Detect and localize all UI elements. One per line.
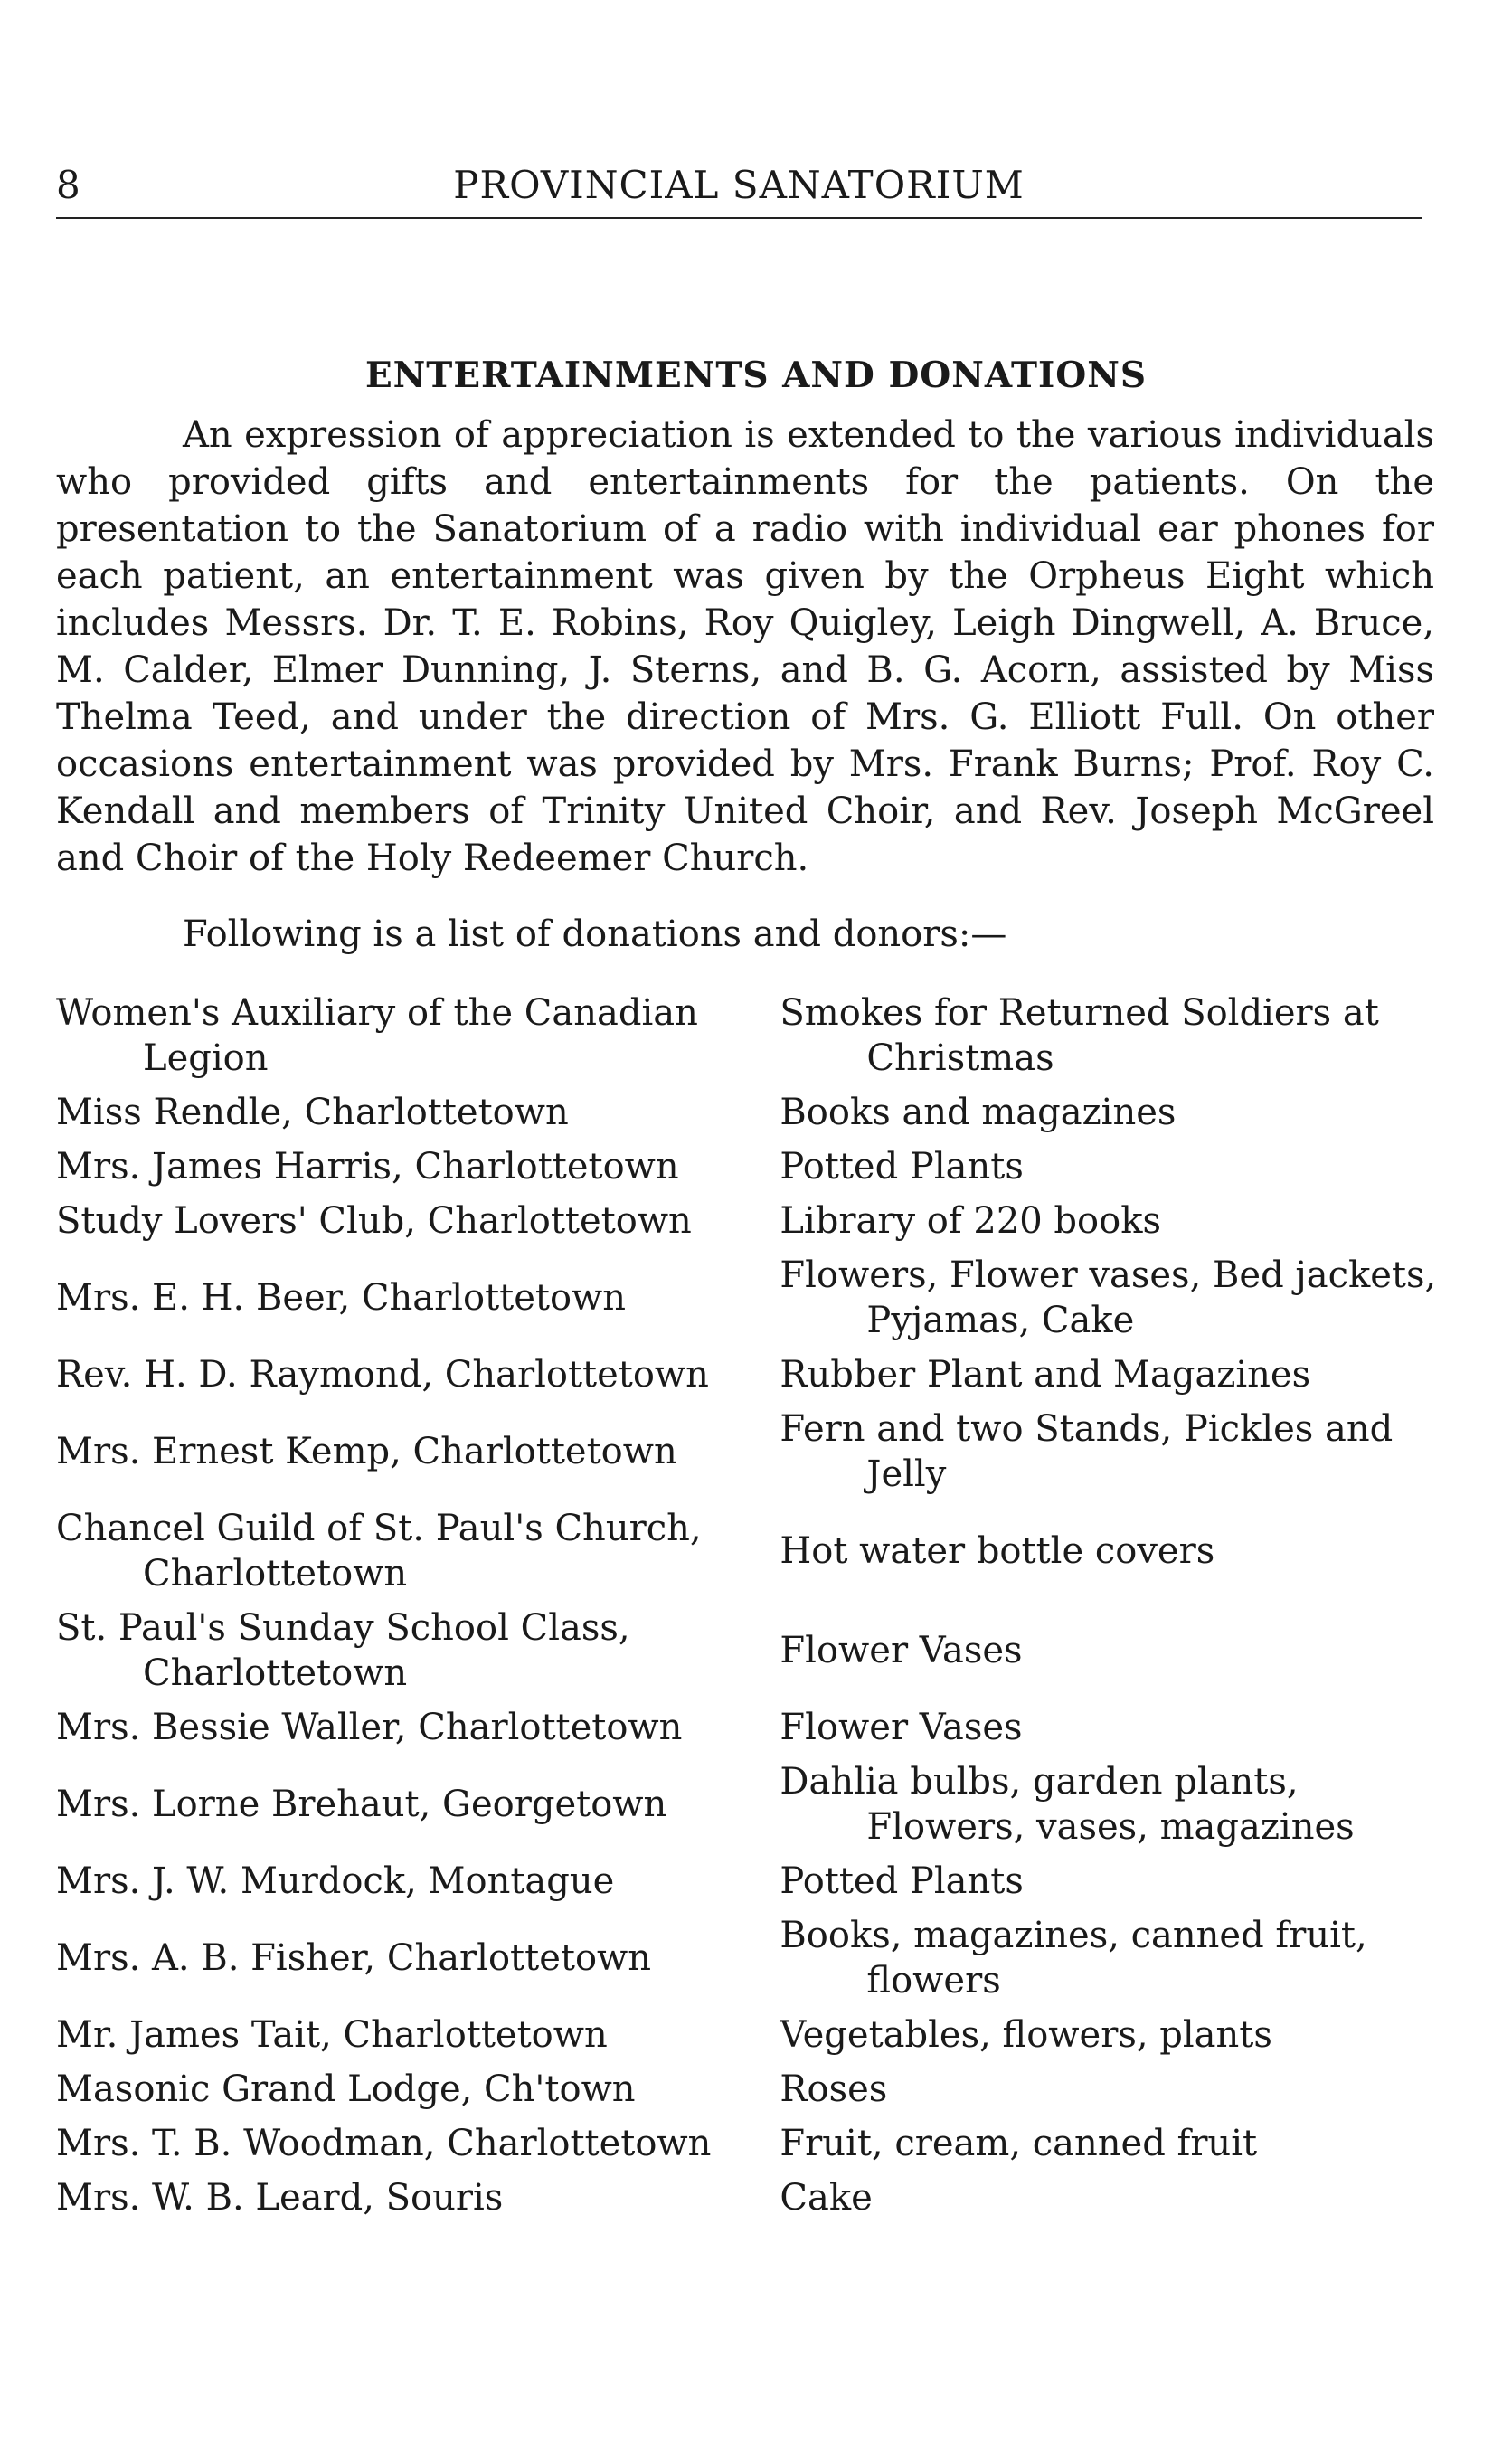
intro-paragraph: An expression of appreciation is extended to the various individuals who provided gifts and entertainments for the patients. On the presentation to the Sanatorium of a radio with individual ear phones for each patient, an entertainment was given by the Orpheus Eight which includes Messrs. Dr. T. E. Robins, Roy Quigley, Leigh Dingwell, A. Bruce, M. Calder, Elmer Dunning, J. Sterns, and B. G. Acorn, assisted by Miss Thelma Teed, and under the direction of Mrs. G. Elliott Full. On other occasions entertainment was provided by Mrs. Frank Burns; Prof. Roy C. Kendall and members of Trinity United Choir, and Rev. Joseph McGreel and Choir of the Holy Redeemer Church. [56,414,1434,879]
donation-row [56,1402,1449,1501]
donation-row [56,1140,1449,1194]
donor-name: St. Paul's Sunday School Class, Charlottetown [56,1607,630,1694]
donation-item: Dahlia bulbs, garden plants, Flowers, vases, magazines [780,1761,1355,1848]
donation-item: Cake [780,2177,873,2219]
donor-name: Mrs. J. W. Murdock, Montague [56,1860,615,1902]
donation-row [56,1194,1449,1248]
donation-row [56,1601,1449,1700]
donor-name: Mrs. Bessie Waller, Charlottetown [56,1707,683,1748]
donor-name: Mrs. E. H. Beer, Charlottetown [56,1277,627,1319]
donor-name: Mrs. W. B. Leard, Souris [56,2177,504,2219]
donation-row [56,2062,1449,2116]
donation-item: Potted Plants [780,1146,1024,1188]
donor-name: Mr. James Tait, Charlottetown [56,2014,608,2056]
donation-row [56,2171,1449,2225]
list-lead: Following is a list of donations and donors:— [183,913,1007,955]
donor-name: Study Lovers' Club, Charlottetown [56,1200,692,1242]
donor-name: Mrs. Ernest Kemp, Charlottetown [56,1431,677,1472]
donation-item: Fern and two Stands, Pickles and Jelly [780,1408,1394,1495]
donations-table-body [56,986,1449,2225]
donation-item: Flowers, Flower vases, Bed jackets, Pyjamas, Cake [780,1254,1437,1341]
donation-item: Rubber Plant and Magazines [780,1354,1311,1396]
donation-row [56,1700,1449,1755]
donation-item: Potted Plants [780,1860,1024,1902]
donation-row [56,1085,1449,1140]
donation-item: Hot water bottle covers [780,1530,1215,1572]
running-title: PROVINCIAL SANATORIUM [453,163,1025,207]
donations-table [56,986,1449,2225]
donor-name: Rev. H. D. Raymond, Charlottetown [56,1354,709,1396]
donor-name: Masonic Grand Lodge, Ch'town [56,2068,636,2110]
donor-name: Mrs. Lorne Brehaut, Georgetown [56,1784,667,1825]
donation-item: Smokes for Returned Soldiers at Christmas [780,992,1379,1079]
donor-name: Mrs. T. B. Woodman, Charlottetown [56,2123,712,2164]
donation-row [56,1755,1449,1854]
donation-row [56,1501,1449,1601]
donation-row [56,1908,1449,2008]
donation-row [56,2008,1449,2062]
donation-item: Books and magazines [780,1092,1177,1133]
donor-name: Women's Auxiliary of the Canadian Legion [56,992,698,1079]
page-number: 8 [56,163,80,207]
donor-name: Miss Rendle, Charlottetown [56,1092,569,1133]
donation-row [56,1854,1449,1908]
donor-name: Mrs. A. B. Fisher, Charlottetown [56,1937,652,1979]
donation-row [56,986,1449,1085]
donation-item: Fruit, cream, canned fruit [780,2123,1258,2164]
donation-item: Vegetables, flowers, plants [780,2014,1272,2056]
donation-item: Flower Vases [780,1630,1023,1671]
donation-item: Books, magazines, canned fruit, flowers [780,1915,1367,2002]
donation-row [56,1248,1449,1348]
donation-row [56,2116,1449,2171]
donor-name: Chancel Guild of St. Paul's Church, Charlottetown [56,1508,702,1595]
section-title: ENTERTAINMENTS AND DONATIONS [364,355,1148,396]
donation-row [56,1348,1449,1402]
donation-item: Library of 220 books [780,1200,1161,1242]
running-header [56,163,1422,219]
donor-name: Mrs. James Harris, Charlottetown [56,1146,679,1188]
donation-item: Flower Vases [780,1707,1023,1748]
donation-item: Roses [780,2068,888,2110]
